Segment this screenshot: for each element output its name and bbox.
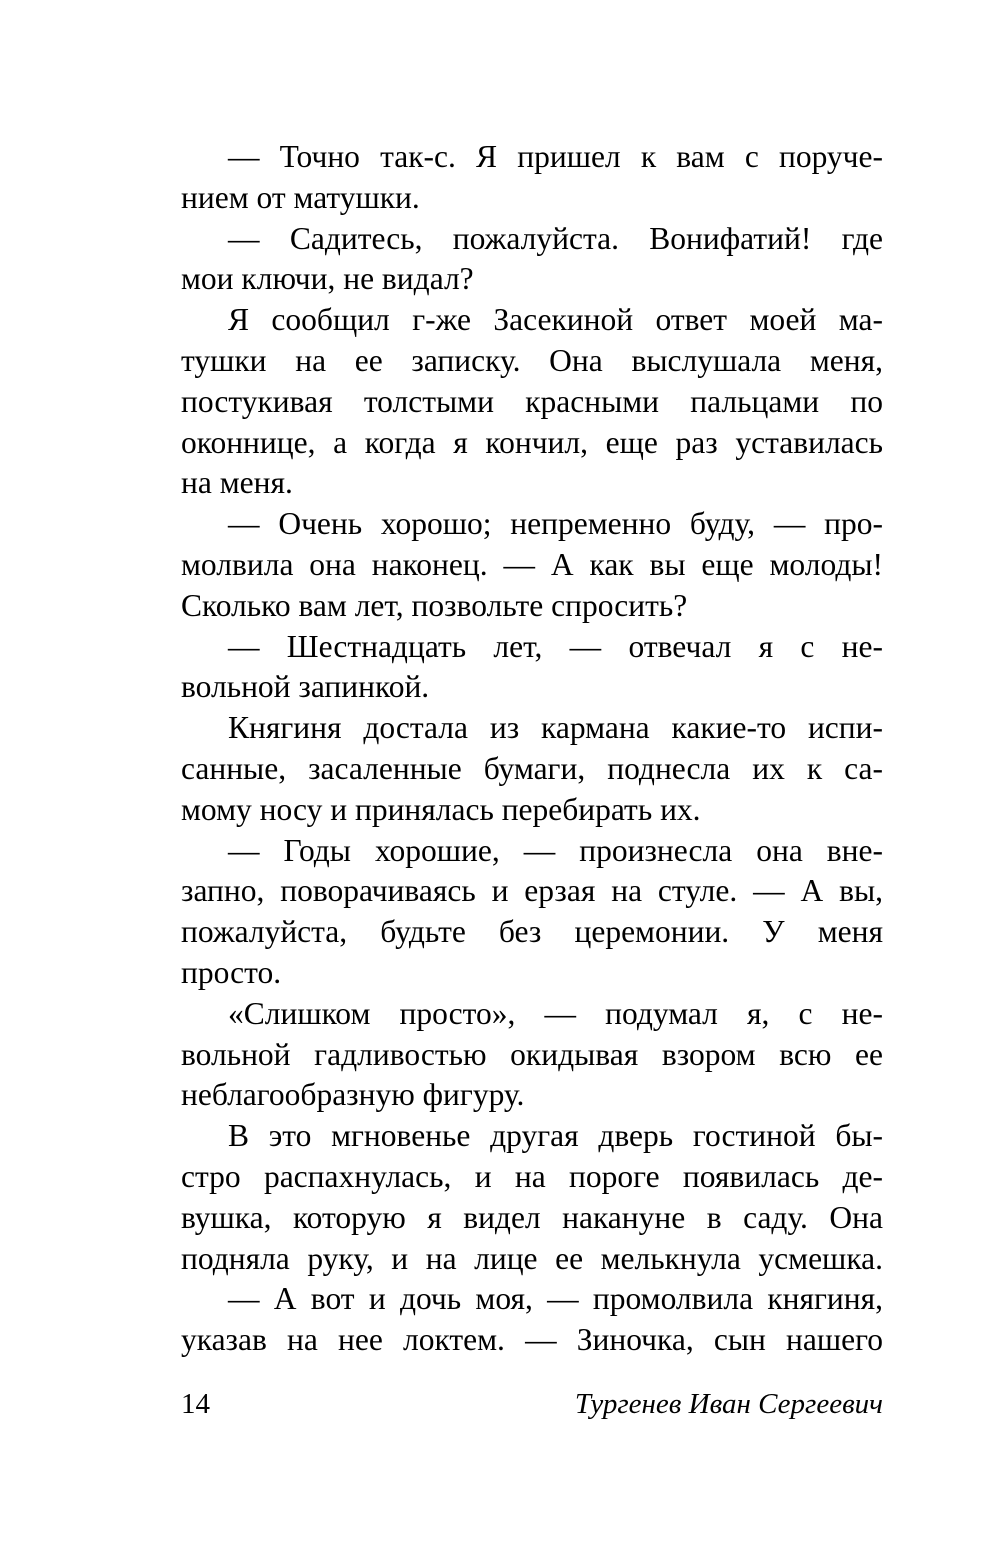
text-line: — Шестнадцать лет, — отвечал я с не- [228, 628, 883, 664]
text-line: — Садитесь, пожалуйста. Вонифатий! где [228, 220, 883, 256]
text-line: тушки на ее записку. Она выслушала меня, [181, 342, 883, 378]
text-line: нием от матушки. [181, 179, 420, 215]
text-line: указав на нее локтем. — Зиночка, сын нашего [181, 1322, 883, 1358]
text-line: оконнице, а когда я кончил, еще раз уставилась [181, 424, 883, 460]
text-line: Я сообщил г-же Засекиной ответ моей ма- [228, 302, 883, 338]
text-line: вольной гадливостью окидывая взором всю ее [181, 1036, 883, 1072]
text-line: — Очень хорошо; непременно буду, — про- [228, 506, 883, 542]
page-footer [181, 1384, 883, 1424]
text-line: постукивая толстыми красными пальцами по [181, 383, 883, 419]
text-line: подняла руку, и на лице ее мелькнула усмешка. [181, 1240, 883, 1276]
text-line: пожалуйста, будьте без церемонии. У меня [181, 914, 883, 950]
text-line: просто. [181, 954, 282, 990]
page-number: 14 [181, 1388, 210, 1420]
text-line: «Слишком просто», — подумал я, с не- [228, 995, 883, 1031]
text-line: мои ключи, не видал? [181, 261, 474, 297]
text-line: Сколько вам лет, позвольте спросить? [181, 587, 688, 623]
text-line: вушка, которую я видел накануне в саду. Она [181, 1199, 883, 1235]
body-text [181, 137, 883, 1361]
text-line: на меня. [181, 465, 293, 501]
text-line: В это мгновенье другая дверь гостиной бы- [228, 1118, 883, 1154]
text-line: запно, поворачиваясь и ерзая на стуле. — А вы, [181, 873, 883, 909]
text-line: — Точно так-с. Я пришел к вам с поруче- [228, 139, 883, 174]
text-line: — А вот и дочь моя, — промолвила княгиня, [228, 1281, 883, 1317]
text-line: стро распахнулась, и на пороге появилась де- [181, 1158, 883, 1194]
text-line: Княгиня достала из кармана какие-то испи- [228, 710, 883, 746]
text-line: санные, засаленные бумаги, поднесла их к са- [181, 750, 883, 786]
text-line: вольной запинкой. [181, 669, 430, 705]
running-title: Тургенев Иван Сергеевич [574, 1388, 883, 1420]
text-line: неблагообразную фигуру. [181, 1077, 525, 1113]
text-line: — Годы хорошие, — произнесла она вне- [228, 832, 883, 868]
text-line: мому носу и принялась перебирать их. [181, 791, 701, 827]
text-line: молвила она наконец. — А как вы еще молоды! [181, 546, 883, 582]
